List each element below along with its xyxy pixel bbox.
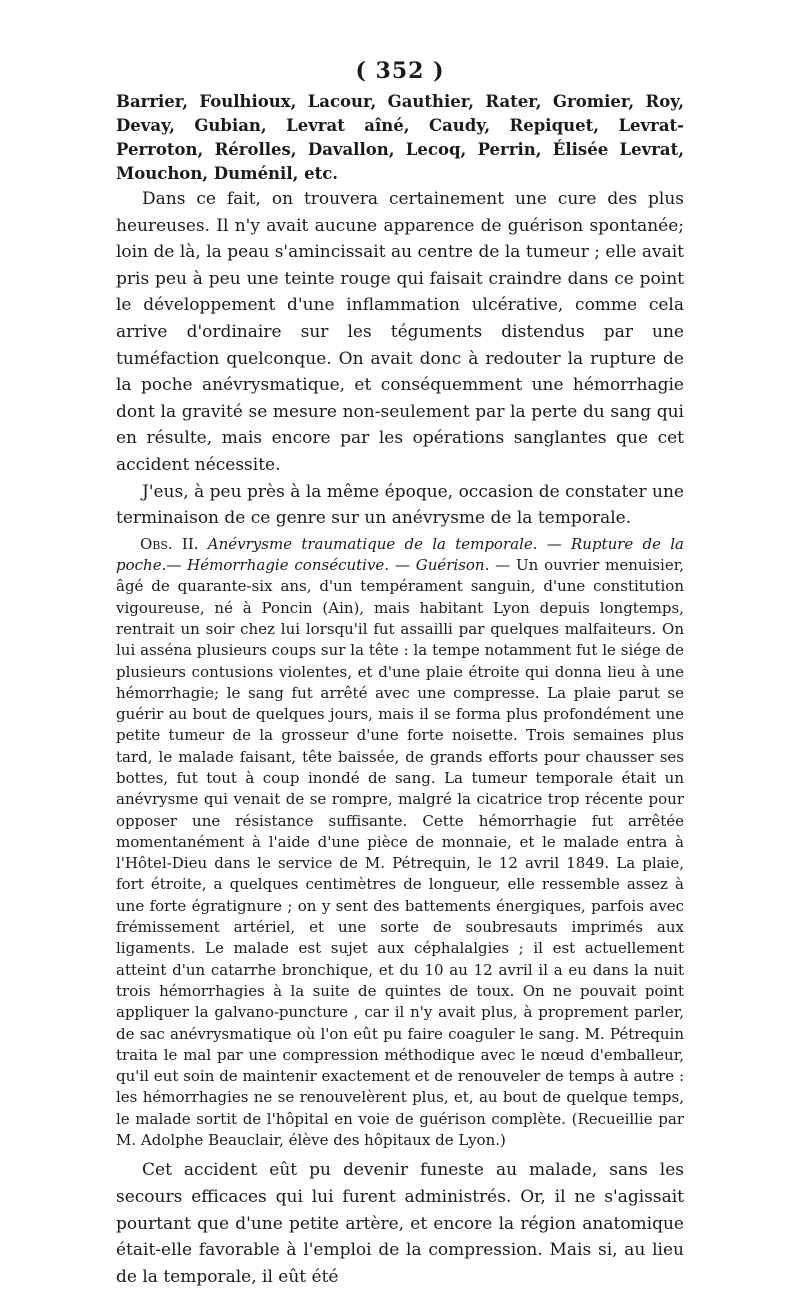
paragraph-closing: Cet accident eût pu devenir funeste au malade, sans les secours efficaces qui lui furent administrés. Or, il ne s'agissait pourtant que d'une petite artère, et encore la région anatomique était-elle favorable à l'emploi de la compression. Mais si, au lieu de la temporale, il eût été — [116, 1160, 684, 1287]
observation-label: Obs. II. — [140, 534, 199, 553]
paragraph-cure: Dans ce fait, on trouvera certainement une cure des plus heureuses. Il n'y avait aucune apparence de guérison spontanée; loin de là, la peau s'amincissait au centre de la tumeur ; elle avait pris peu à peu une teinte rouge qui faisait craindre dans ce point le développement d'une inflammation ulcérative, comme cela arrive d'ordinaire sur les téguments distendus par une tuméfaction quelconque. On avait donc à redouter la rupture de la poche anévrysmatique, et conséquemment une hémorrhagie dont la gravité se mesure non-seulement par la perte du sang qui en résulte, mais encore par les opérations sanglantes que cet accident nécessite. — [116, 189, 684, 475]
observation-block — [116, 534, 684, 1152]
page-number: ( 352 ) — [355, 58, 445, 84]
paragraph-names-list: Barrier, Foulhioux, Lacour, Gauthier, Rater, Gromier, Roy, Devay, Gubian, Levrat aîné, Caudy, Repiquet, Levrat-Perroton, Rérolles, Davallon, Lecoq, Perrin, Élisée Levrat, Mouchon, Duménil, etc. — [116, 92, 684, 183]
observation-title: Anévrysme traumatique de la temporale. — Rupture de la poche.— Hémorrhagie consécutive. — Guérison. — [116, 534, 684, 575]
observation-body: — Un ouvrier menuisier, âgé de quarante-six ans, d'un tempérament sanguin, d'une constitution vigoureuse, né à Poncin (Ain), mais habitant Lyon depuis longtemps, rentrait un soir chez lui lorsqu'il fut assailli par quelques malfaiteurs. On lui asséna plusieurs coups sur la tête : la tempe notamment fut le siége de plusieurs contusions violentes, et d'une plaie étroite qui donna lieu à une hémorrhagie; le sang fut arrêté avec une compresse. La plaie parut se guérir au bout de quelques jours, mais il se forma plus profondément une petite tumeur de la grosseur d'une forte noisette. Trois semaines plus tard, le malade faisant, tête baissée, de grands efforts pour chausser ses bottes, fut tout à coup inondé de sang. La tumeur temporale était un anévrysme qui venait de se rompre, malgré la cicatrice trop récente pour opposer une résistance suffisante. Cette hémorrhagie fut arrêtée momentanément à l'aide d'une pièce de monnaie, et le malade entra à l'Hôtel-Dieu dans le service de M. Pétrequin, le 12 avril 1849. La plaie, fort étroite, a quelques centimètres de longueur, elle ressemble assez à une forte égratignure ; on y sent des battements énergiques, parfois avec frémissement artériel, et une sorte de soubresauts imprimés aux ligaments. Le malade est sujet aux céphalalgies ; il est actuellement atteint d'un catarrhe bronchique, et du 10 au 12 avril il a eu dans la nuit trois hémorrhagies à la suite de quintes de toux. On ne pouvait point appliquer la galvano-puncture , car il n'y avait plus, à proprement parler, de sac anévrysmatique où l'on eût pu faire coaguler le sang. M. Pétrequin traita le mal par une compression méthodique avec le nœud d'emballeur, qu'il eut soin de maintenir exactement et de renouveler de temps à autre : les hémorrhagies ne se renouvelèrent plus, et, au bout de quelque temps, le malade sortit de l'hôpital en voie de guérison complète. (Recueillie par M. Adolphe Beauclair, élève des hôpitaux de Lyon.) — [116, 556, 684, 1150]
paragraph-temporal: J'eus, à peu près à la même époque, occasion de constater une terminaison de ce genre sur un anévrysme de la temporale. — [116, 481, 684, 529]
